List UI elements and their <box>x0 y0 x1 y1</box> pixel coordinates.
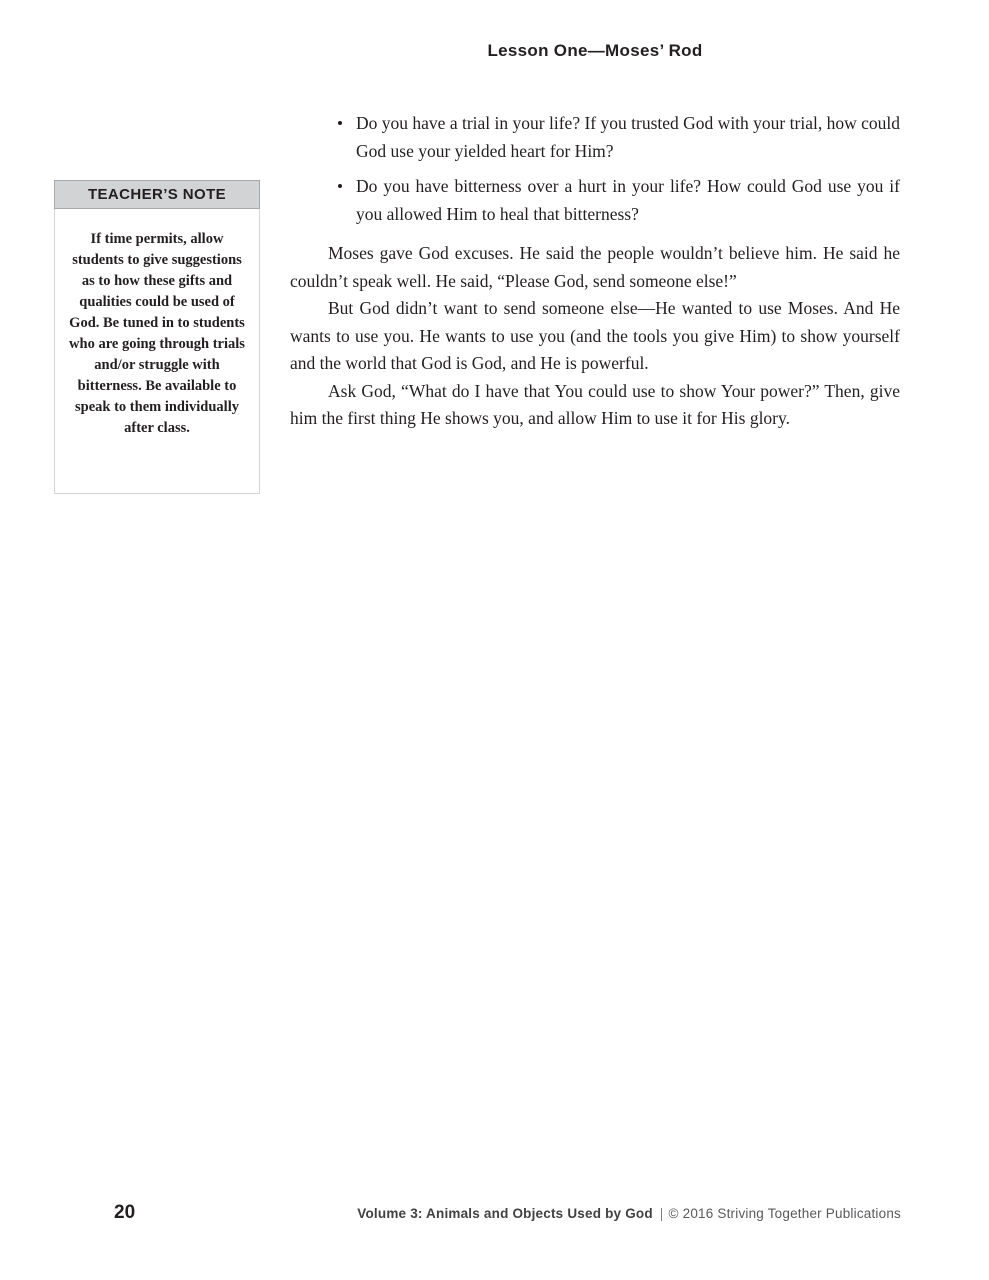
list-item <box>337 172 900 228</box>
bullet-question-list <box>337 109 900 235</box>
lesson-body-text <box>290 240 900 433</box>
paragraph: But God didn’t want to send someone else—He wanted to use Moses. And He wants to use you. He wants to use you (and the tools you give Him) to show yourself and the world that God is God, and He is powerful. <box>290 298 900 373</box>
page-number: 20 <box>114 1202 136 1223</box>
list-item <box>337 109 900 165</box>
teachers-note-box <box>54 180 260 494</box>
bullet-marker <box>337 109 356 165</box>
teachers-note-body: If time permits, allow students to give suggestions as to how these gifts and qualities could be used of God. Be tuned in to students who are going through trials and/or struggle with bitterness. Be available to speak to them individually after class. <box>54 209 260 494</box>
footer-separator: | <box>659 1206 664 1221</box>
teachers-note-title: TEACHER’S NOTE <box>54 180 260 209</box>
bullet-question-text: Do you have a trial in your life? If you trusted God with your trial, how could God use your yielded heart for Him? <box>356 113 900 161</box>
footer-credits <box>357 1206 901 1221</box>
copyright-text: © 2016 Striving Together Publications <box>668 1206 901 1221</box>
bullet-dot <box>338 184 342 188</box>
volume-title: Volume 3: Animals and Objects Used by God <box>357 1206 653 1221</box>
bullet-marker <box>337 172 356 228</box>
page-title: Lesson One—Moses’ Rod <box>487 41 703 60</box>
paragraph: Moses gave God excuses. He said the people wouldn’t believe him. He said he couldn’t speak well. He said, “Please God, send someone else!” <box>290 243 900 291</box>
bullet-question-text: Do you have bitterness over a hurt in your life? How could God use you if you allowed Him to heal that bitterness? <box>356 176 900 224</box>
page-footer <box>114 1202 901 1224</box>
paragraph: Ask God, “What do I have that You could use to show Your power?” Then, give him the first thing He shows you, and allow Him to use it for His glory. <box>290 380 900 428</box>
bullet-dot <box>338 121 342 125</box>
